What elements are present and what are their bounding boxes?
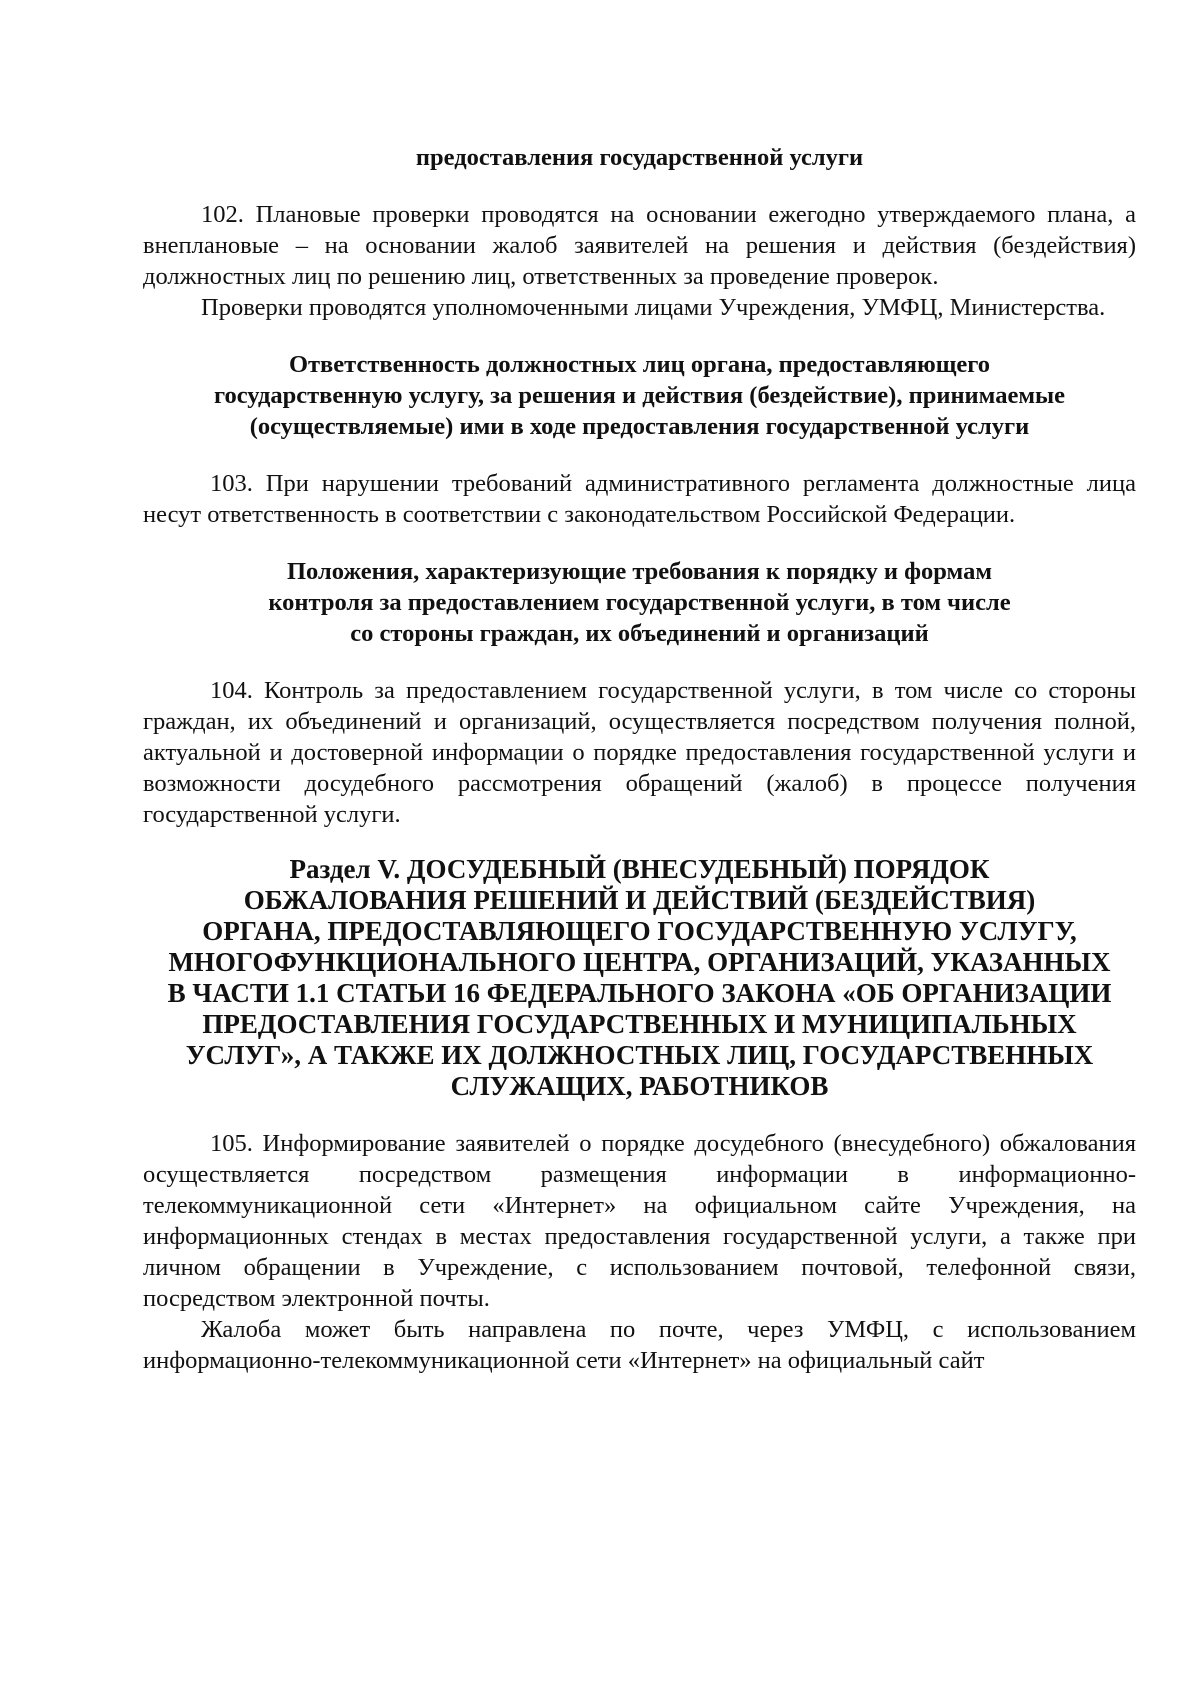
heading-top-line: предоставления государственной услуги (415, 144, 864, 171)
heading-responsibility-line: государственную услугу, за решения и действия (бездействие), принимаемые (213, 382, 1066, 409)
paragraph-104: 104. Контроль за предоставлением государственной услуги, в том числе со стороны граждан, их объединений и организаций, осуществляется посредством получения полной, актуальной и достоверной информации о порядке предоставления государственной услуги и возможности досудебного рассмотрения обращений (жалоб) в процессе получения государственной услуги. (143, 677, 1136, 828)
paragraph-105-complaint: Жалоба может быть направлена по почте, через УМФЦ, с использованием информационно-телекоммуникационной сети «Интернет» на официальный сайт (143, 1316, 1136, 1374)
section-v-title-line: ОБЖАЛОВАНИЯ РЕШЕНИЙ И ДЕЙСТВИЙ (БЕЗДЕЙСТВИЯ) (243, 885, 1036, 915)
paragraph-102-inspections: Проверки проводятся уполномоченными лицами Учреждения, УМФЦ, Министерства. (201, 294, 1106, 321)
heading-top (143, 142, 1136, 173)
section-v-title-line: ПРЕДОСТАВЛЕНИЯ ГОСУДАРСТВЕННЫХ И МУНИЦИПАЛЬНЫХ (202, 1009, 1077, 1039)
section-v-title-line: Раздел V. ДОСУДЕБНЫЙ (ВНЕСУДЕБНЫЙ) ПОРЯДОК (289, 854, 990, 884)
document-body (143, 142, 1136, 1376)
section-v-title-line: МНОГОФУНКЦИОНАЛЬНОГО ЦЕНТРА, ОРГАНИЗАЦИЙ, УКАЗАННЫХ (168, 947, 1111, 977)
section-v-title-line: СЛУЖАЩИХ, РАБОТНИКОВ (450, 1071, 829, 1101)
heading-responsibility (143, 349, 1136, 442)
heading-control-line: Положения, характеризующие требования к порядку и формам (286, 558, 993, 585)
heading-control-line: со стороны граждан, их объединений и организаций (350, 620, 929, 647)
section-v-title-line: УСЛУГ», А ТАКЖЕ ИХ ДОЛЖНОСТНЫХ ЛИЦ, ГОСУДАРСТВЕННЫХ (185, 1040, 1094, 1070)
heading-control-line: контроля за предоставлением государственной услуги, в том числе (268, 589, 1011, 616)
paragraph-105: 105. Информирование заявителей о порядке досудебного (внесудебного) обжалования осуществляется посредством размещения информации в информационно-телекоммуникационной сети «Интернет» на официальном сайте Учреждения, на информационных стендах в местах предоставления государственной услуги, а также при личном обращении в Учреждение, с использованием почтовой, телефонной связи, посредством электронной почты. (143, 1130, 1136, 1312)
paragraph-103: 103. При нарушении требований административного регламента должностные лица несут ответственность в соответствии с законодательством Российской Федерации. (143, 470, 1136, 528)
heading-control (143, 556, 1136, 649)
section-v-title (143, 854, 1136, 1102)
section-v-title-line: ОРГАНА, ПРЕДОСТАВЛЯЮЩЕГО ГОСУДАРСТВЕННУЮ УСЛУГУ, (202, 916, 1077, 946)
section-v-title-line: В ЧАСТИ 1.1 СТАТЬИ 16 ФЕДЕРАЛЬНОГО ЗАКОНА «ОБ ОРГАНИЗАЦИИ (167, 978, 1112, 1008)
heading-responsibility-line: (осуществляемые) ими в ходе предоставления государственной услуги (249, 413, 1030, 440)
paragraph-102: 102. Плановые проверки проводятся на основании ежегодно утверждаемого плана, а внеплановые – на основании жалоб заявителей на решения и действия (бездействия) должностных лиц по решению лиц, ответственных за проведение проверок. (143, 201, 1136, 290)
heading-responsibility-line: Ответственность должностных лиц органа, предоставляющего (288, 351, 991, 378)
